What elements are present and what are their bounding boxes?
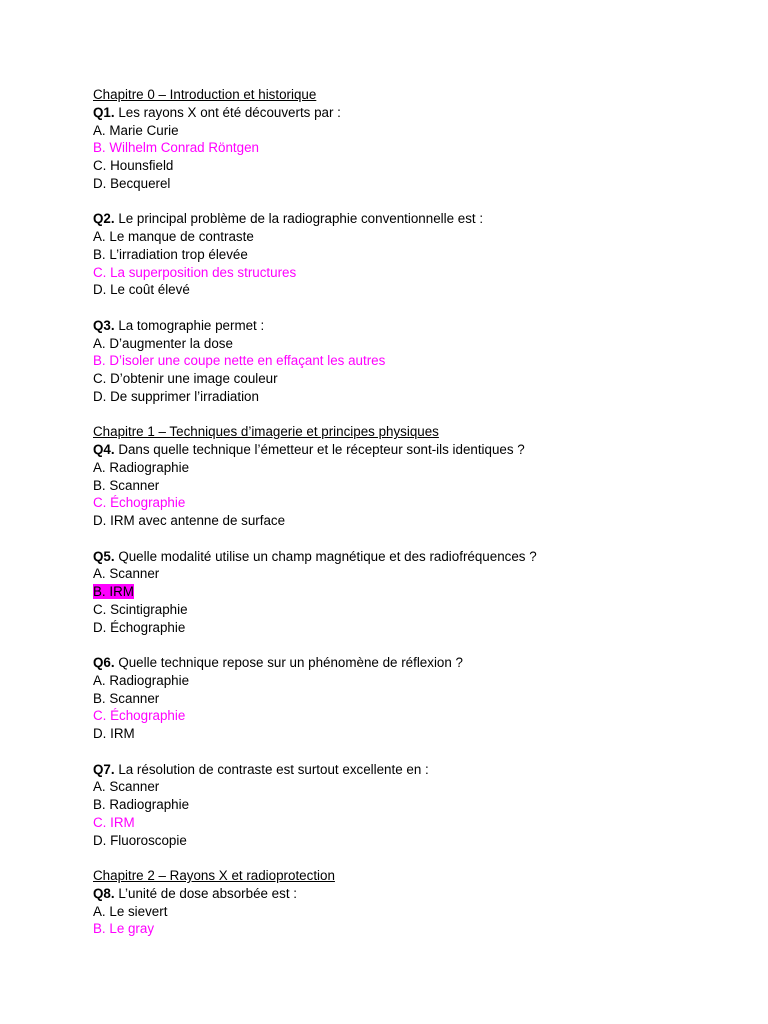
answer-option: A. D’augmenter la dose — [93, 335, 233, 351]
answer-option: C. Hounsfield — [93, 158, 174, 173]
answer-option: A. Marie Curie — [93, 122, 179, 138]
answer-option: D. IRM avec antenne de surface — [93, 513, 286, 528]
question-text: Les rayons X ont été découverts par : — [114, 104, 341, 120]
question-text: Le principal problème de la radiographie conventionnelle est : — [114, 211, 484, 227]
question — [93, 104, 733, 122]
answer-option: D. Le coût élevé — [93, 282, 190, 298]
question-text: Quelle modalité utilise un champ magnétique et des radiofréquences ? — [114, 548, 537, 564]
chapter-heading: Chapitre 1 – Techniques d’imagerie et principes physiques — [93, 424, 439, 440]
highlighted-answer-row — [93, 583, 733, 601]
blank-line — [93, 299, 733, 317]
blank-line — [93, 636, 733, 654]
answer-option: D. Becquerel — [93, 175, 171, 191]
answer-option: D. Échographie — [93, 619, 186, 635]
chapter-heading: Chapitre 2 – Rayons X et radioprotection — [93, 868, 335, 883]
question-number: Q3. — [93, 317, 115, 333]
question-number: Q5. — [93, 548, 115, 564]
answer-option: D. De supprimer l’irradiation — [93, 388, 259, 404]
answer-option: D. IRM — [93, 726, 135, 741]
question — [93, 885, 733, 903]
question-number: Q7. — [93, 761, 115, 777]
correct-answer-option: C. Échographie — [93, 495, 186, 511]
answer-option: A. Radiographie — [93, 672, 190, 688]
question-number: Q2. — [93, 211, 115, 227]
correct-answer-option: B. Wilhelm Conrad Röntgen — [93, 140, 259, 156]
question-text: La tomographie permet : — [114, 317, 265, 333]
answer-option: B. Radiographie — [93, 797, 190, 812]
question-text: La résolution de contraste est surtout excellente en : — [114, 761, 429, 777]
answer-option: B. Scanner — [93, 477, 160, 493]
question — [93, 441, 733, 459]
document-page — [93, 86, 733, 938]
answer-option: A. Scanner — [93, 566, 160, 582]
correct-answer-option: C. Échographie — [93, 708, 186, 724]
answer-option: B. L’irradiation trop élevée — [93, 246, 248, 262]
question-number: Q8. — [93, 885, 115, 901]
blank-line — [93, 193, 733, 211]
blank-line — [93, 406, 733, 424]
correct-answer-option: C. IRM — [93, 814, 135, 830]
answer-option: A. Scanner — [93, 779, 160, 795]
answer-option: A. Le manque de contraste — [93, 229, 254, 244]
correct-answer-option: C. La superposition des structures — [93, 264, 297, 280]
answer-option: A. Radiographie — [93, 459, 190, 475]
correct-answer-option: B. D’isoler une coupe nette en effaçant les autres — [93, 353, 386, 369]
blank-line — [93, 530, 733, 548]
question-text: Dans quelle technique l’émetteur et le récepteur sont-ils identiques ? — [114, 442, 525, 457]
answer-option: A. Le sievert — [93, 903, 168, 919]
question-text: Quelle technique repose sur un phénomène de réflexion ? — [114, 655, 463, 670]
question — [93, 654, 733, 672]
answer-option: B. Scanner — [93, 690, 160, 706]
blank-line — [93, 743, 733, 761]
question-number: Q6. — [93, 655, 115, 670]
question-number: Q1. — [93, 104, 115, 120]
question — [93, 761, 733, 779]
highlighted-answer-option: B. IRM — [93, 584, 134, 599]
answer-option: C. D’obtenir une image couleur — [93, 371, 278, 386]
question-text: L’unité de dose absorbée est : — [114, 885, 297, 901]
question-number: Q4. — [93, 442, 115, 457]
answer-option: D. Fluoroscopie — [93, 832, 187, 848]
question — [93, 210, 733, 228]
question — [93, 548, 733, 566]
correct-answer-option: B. Le gray — [93, 921, 155, 937]
question — [93, 317, 733, 335]
chapter-heading: Chapitre 0 – Introduction et historique — [93, 87, 317, 102]
answer-option: C. Scintigraphie — [93, 601, 188, 617]
blank-line — [93, 849, 733, 867]
